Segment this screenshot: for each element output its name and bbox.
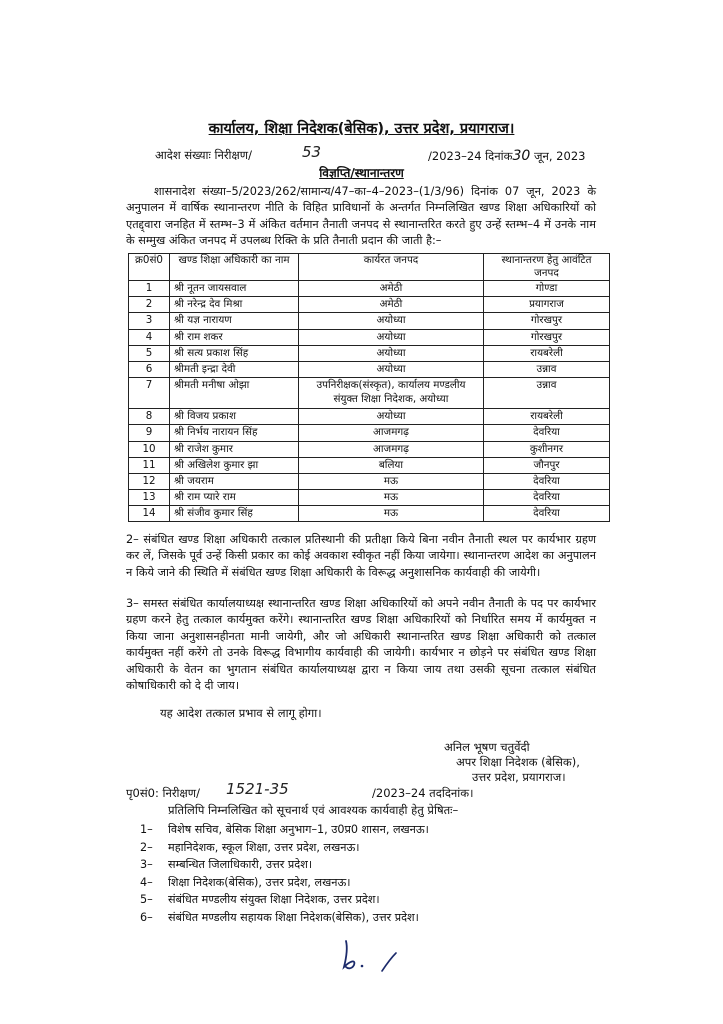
signatory-designation: अपर शिक्षा निदेशक (बेसिक), <box>456 755 580 769</box>
allotted-district-cell: देवरिया <box>484 425 610 441</box>
allotted-district-cell: देवरिया <box>484 473 610 489</box>
copy-list <box>140 821 429 926</box>
officer-name-cell: श्री जयराम <box>170 473 299 489</box>
serial-cell: 5 <box>129 345 170 361</box>
copy-item-number: 6– <box>140 910 153 924</box>
table-row <box>129 329 610 345</box>
allotted-district-cell: देवरिया <box>484 490 610 506</box>
intro-paragraph: शासनादेश संख्या–5/2023/262/सामान्य/47–का–4–2023–(1/3/96) दिनांक 07 जून, 2023 के अनुपालन में वार्षिक स्थानान्तरण नीति के विहित प्राविधानों के अन्तर्गत निम्नलिखित खण्ड शिक्षा अधिकारियों को एतद्द्वारा जनहित में स्तम्भ–3 में अंकित वर्तमान तैनाती जनपद से स्थानान्तरित करते हुए उन्हें स्तम्भ–4 में उनके नाम के सम्मुख अंकित जनपद में उपलब्ध रिक्ति के प्रति तैनाती प्रदान की जाती है:– <box>126 185 596 248</box>
table-row <box>129 506 610 522</box>
current-district-cell: मऊ <box>299 473 484 489</box>
copy-item <box>140 891 429 909</box>
current-district-cell: अयोध्या <box>299 345 484 361</box>
header-officer-name: खण्ड शिक्षा अधिकारी का नाम <box>170 254 299 281</box>
table-row <box>129 441 610 457</box>
serial-cell: 3 <box>129 313 170 329</box>
copy-item-text: सम्बन्धित जिलाधिकारी, उत्तर प्रदेश। <box>168 858 313 871</box>
officer-name-cell: श्री नूतन जायसवाल <box>170 281 299 297</box>
paragraph-3: 3– समस्त संबंधित कार्यालयाध्यक्ष स्थानान्तरित खण्ड शिक्षा अधिकारियों को अपने नवीन तैनाती के पद पर कार्यभार ग्रहण करने हेतु तत्काल कार्यमुक्त करेंगे। स्थानान्तरित खण्ड शिक्षा अधिकारियों को निर्धारित समय में कार्यमुक्त न किया जाना अनुशासनहीनता मानी जायेगी, और जो अधिकारी स्थानान्तरित खण्ड शिक्षा अधिकारी को तत्काल कार्यमुक्त नहीं करेंगे तो उनके विरूद्ध विभागीय कार्यवाही की जायेगी। कार्यभार न छोड़ने पर संबंधित खण्ड शिक्षा अधिकारी के वेतन का भुगतान संबंधित कार्यालयाध्यक्ष द्वारा न किया जाय तथा उसकी सूचना तत्काल संबंधित कोषाधिकारी को दे दी जाय। <box>126 597 596 693</box>
serial-cell: 1 <box>129 281 170 297</box>
current-district-cell: अयोध्या <box>299 329 484 345</box>
serial-cell: 12 <box>129 473 170 489</box>
current-district-cell: अयोध्या <box>299 361 484 377</box>
table-row <box>129 378 610 409</box>
header-serial: क्र0सं0 <box>129 254 170 281</box>
office-heading: कार्यालय, शिक्षा निदेशक(बेसिक), उत्तर प्रदेश, प्रयागराज। <box>208 121 515 137</box>
copy-item-text: संबंधित मण्डलीय संयुक्त शिक्षा निदेशक, उत्तर प्रदेश। <box>168 893 380 906</box>
order-day: 30 <box>512 148 531 164</box>
table-row <box>129 409 610 425</box>
endorsement-label: पृ0सं0: निरीक्षण/ <box>126 786 200 800</box>
officer-name-cell: श्री यज्ञ नारायण <box>170 313 299 329</box>
paragraph-4: यह आदेश तत्काल प्रभाव से लागू होगा। <box>160 706 322 720</box>
order-month: जून, 2023 <box>533 149 586 163</box>
officer-name-cell: श्री नरेन्द्र देव मिश्रा <box>170 297 299 313</box>
transfer-table <box>128 253 610 522</box>
copy-item <box>140 821 429 839</box>
serial-cell: 10 <box>129 441 170 457</box>
signature-block <box>444 740 580 785</box>
current-district-cell: आजमगढ़ <box>299 425 484 441</box>
allotted-district-cell: गोरखपुर <box>484 313 610 329</box>
officer-name-cell: श्री राम प्यारे राम <box>170 490 299 506</box>
allotted-district-cell: गोण्डा <box>484 281 610 297</box>
officer-name-cell: श्री संजीव कुमार सिंह <box>170 506 299 522</box>
copy-item <box>140 856 429 874</box>
current-district-cell: अमेठी <box>299 297 484 313</box>
serial-cell: 7 <box>129 378 170 409</box>
copy-item <box>140 909 429 927</box>
table-header-row <box>129 254 610 281</box>
copy-item-number: 1– <box>140 823 153 836</box>
signatory-name: अनिल भूषण चतुर्वेदी <box>444 740 530 754</box>
serial-cell: 2 <box>129 297 170 313</box>
serial-cell: 11 <box>129 457 170 473</box>
table-row <box>129 457 610 473</box>
serial-cell: 9 <box>129 425 170 441</box>
copy-intro: प्रतिलिपि निम्नलिखित को सूचनार्थ एवं आवश्यक कार्यवाही हेतु प्रेषितः– <box>168 803 459 817</box>
officer-name-cell: श्री अखिलेश कुमार झा <box>170 457 299 473</box>
officer-name-cell: श्री राम शकर <box>170 329 299 345</box>
allotted-district-cell: रायबरेली <box>484 345 610 361</box>
current-district-cell: अमेठी <box>299 281 484 297</box>
table-row <box>129 281 610 297</box>
current-district-cell: मऊ <box>299 490 484 506</box>
allotted-district-cell: प्रयागराज <box>484 297 610 313</box>
table-row <box>129 490 610 506</box>
copy-item-number: 2– <box>140 840 153 854</box>
allotted-district-cell: जौनपुर <box>484 457 610 473</box>
allotted-district-cell: गोरखपुर <box>484 329 610 345</box>
serial-cell: 13 <box>129 490 170 506</box>
officer-name-cell: श्रीमती मनीषा ओझा <box>170 378 299 409</box>
copy-item-text: संबंधित मण्डलीय सहायक शिक्षा निदेशक(बेसिक), उत्तर प्रदेश। <box>168 910 419 924</box>
serial-cell: 6 <box>129 361 170 377</box>
current-district-cell: अयोध्या <box>299 313 484 329</box>
allotted-district-cell: देवरिया <box>484 506 610 522</box>
table-row <box>129 361 610 377</box>
copy-item-text: महानिदेशक, स्कूल शिक्षा, उत्तर प्रदेश, लखनऊ। <box>168 840 360 854</box>
order-date <box>428 148 585 164</box>
signatory-place: उत्तर प्रदेश, प्रयागराज। <box>472 770 566 784</box>
officer-name-cell: श्री विजय प्रकाश <box>170 409 299 425</box>
copy-item-number: 5– <box>140 893 153 906</box>
order-number: 53 <box>302 143 322 161</box>
table-row <box>129 313 610 329</box>
table-row <box>129 297 610 313</box>
current-district-cell: आजमगढ़ <box>299 441 484 457</box>
notice-title: विज्ञप्ति/स्थानान्तरण <box>319 166 404 180</box>
handwritten-initials <box>340 935 400 975</box>
current-district-cell: बलिया <box>299 457 484 473</box>
current-district-cell: अयोध्या <box>299 409 484 425</box>
officer-name-cell: श्री सत्य प्रकाश सिंह <box>170 345 299 361</box>
endorsement-number: 1521-35 <box>226 780 289 798</box>
endorsement-suffix: /2023–24 तददिनांक। <box>372 786 474 800</box>
copy-item-text: विशेष सचिव, बेसिक शिक्षा अनुभाग–1, उ0प्र0 शासन, लखनऊ। <box>168 823 429 836</box>
table-row <box>129 425 610 441</box>
header-current-district: कार्यरत जनपद <box>299 254 484 281</box>
serial-cell: 14 <box>129 506 170 522</box>
serial-cell: 8 <box>129 409 170 425</box>
allotted-district-cell: उन्नाव <box>484 378 610 409</box>
paragraph-2: 2– संबंधित खण्ड शिक्षा अधिकारी तत्काल प्रतिस्थानी की प्रतीक्षा किये बिना नवीन तैनाती स्थल पर कार्यभार ग्रहण कर लें, जिसके पूर्व उन्हें किसी प्रकार का कोई अवकाश स्वीकृत नहीं किया जायेगा। स्थानान्तरण आदेश का अनुपालन न किये जाने की स्थिति में संबंधित खण्ड शिक्षा अधिकारी के विरूद्ध अनुशासनिक कार्यवाही की जायेगी। <box>126 533 596 579</box>
copy-item <box>140 839 429 857</box>
copy-item-number: 4– <box>140 875 153 889</box>
officer-name-cell: श्रीमती इन्द्रा देवी <box>170 361 299 377</box>
copy-item-text: शिक्षा निदेशक(बेसिक), उत्तर प्रदेश, लखनऊ। <box>168 875 351 889</box>
order-label: आदेश संख्याः निरीक्षण/ <box>155 148 252 162</box>
order-suffix: /2023–24 दिनांक <box>428 149 513 163</box>
current-district-cell: उपनिरीक्षक(संस्कृत), कार्यालय मण्डलीय संयुक्त शिक्षा निदेशक, अयोध्या <box>299 378 484 409</box>
table-row <box>129 345 610 361</box>
officer-name-cell: श्री राजेश कुमार <box>170 441 299 457</box>
table-body <box>129 281 610 522</box>
copy-item <box>140 874 429 892</box>
allotted-district-cell: रायबरेली <box>484 409 610 425</box>
current-district-cell: मऊ <box>299 506 484 522</box>
copy-item-number: 3– <box>140 858 153 871</box>
allotted-district-cell: कुशीनगर <box>484 441 610 457</box>
serial-cell: 4 <box>129 329 170 345</box>
header-allotted-district: स्थानान्तरण हेतु आवंटित जनपद <box>484 254 610 281</box>
officer-name-cell: श्री निर्भय नारायन सिंह <box>170 425 299 441</box>
allotted-district-cell: उन्नाव <box>484 361 610 377</box>
table-row <box>129 473 610 489</box>
